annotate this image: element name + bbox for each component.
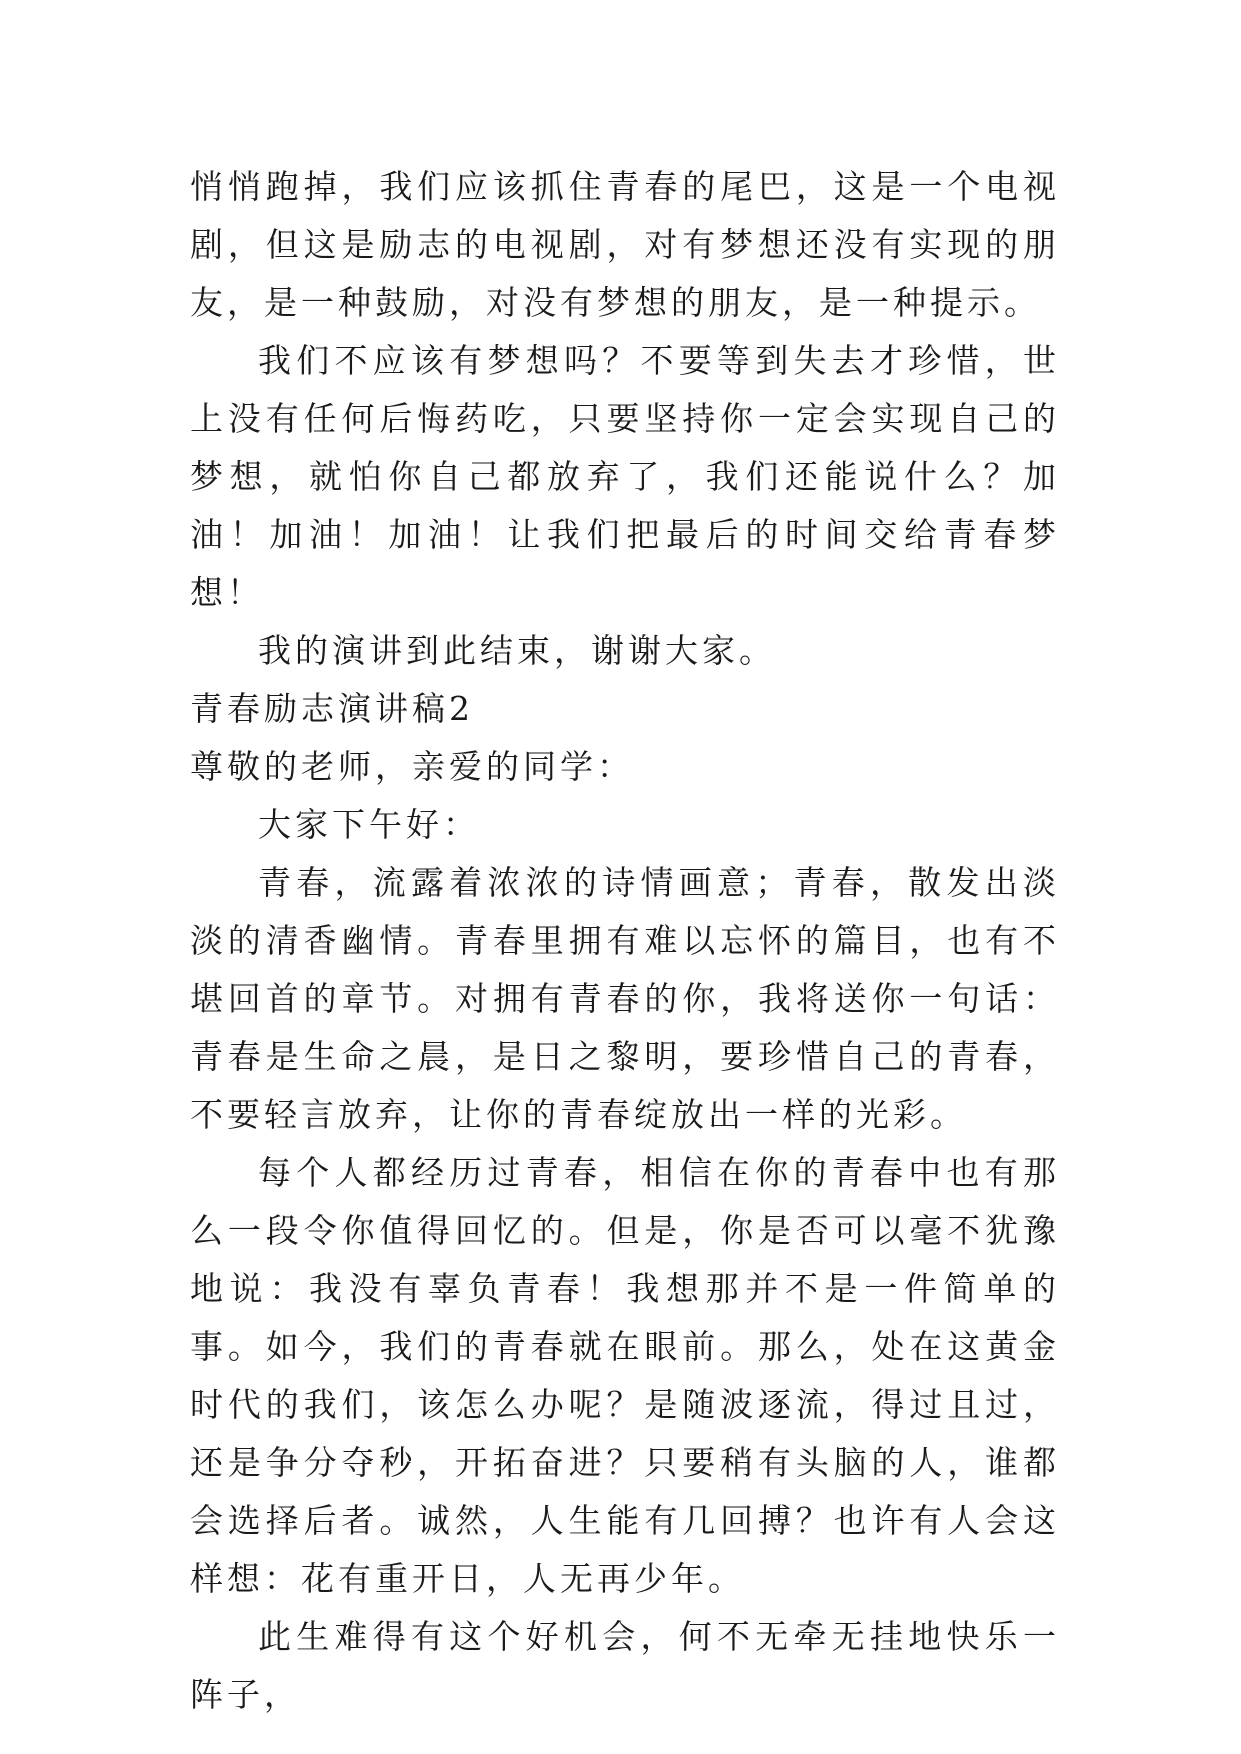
- paragraph-4: 每个人都经历过青春，相信在你的青春中也有那么一段令你值得回忆的。但是，你是否可以毫不犹豫地说：我没有辜负青春！我想那并不是一件简单的事。如今，我们的青春就在眼前。那么，处在这黄金时代的我们，该怎么办呢？是随波逐流，得过且过，还是争分夺秒，开拓奋进？只要稍有头脑的人，谁都会选择后者。诚然，人生能有几回搏？也许有人会这样想：花有重开日，人无再少年。: [190, 1153, 1060, 1598]
- paragraph-2: 我们不应该有梦想吗？不要等到失去才珍惜，世上没有任何后悔药吃，只要坚持你一定会实现自己的梦想，就怕你自己都放弃了，我们还能说什么？加油！加油！加油！让我们把最后的时间交给青春梦想！: [190, 341, 1060, 612]
- paragraph-closing: 我的演讲到此结束，谢谢大家。: [258, 631, 776, 670]
- salutation: 尊敬的老师，亲爱的同学：: [190, 747, 634, 786]
- document-body: [190, 158, 1060, 1724]
- section-heading: 青春励志演讲稿2: [190, 689, 474, 728]
- paragraph-3: 青春，流露着浓浓的诗情画意；青春，散发出淡淡的清香幽情。青春里拥有难以忘怀的篇目，也有不堪回首的章节。对拥有青春的你，我将送你一句话：青春是生命之晨，是日之黎明，要珍惜自己的青春，不要轻言放弃，让你的青春绽放出一样的光彩。: [190, 863, 1060, 1134]
- paragraph-5: 此生难得有这个好机会，何不无牵无挂地快乐一阵子，: [190, 1617, 1060, 1714]
- paragraph-1: 悄悄跑掉，我们应该抓住青春的尾巴，这是一个电视剧，但这是励志的电视剧，对有梦想还没有实现的朋友，是一种鼓励，对没有梦想的朋友，是一种提示。: [190, 167, 1060, 322]
- greeting: 大家下午好：: [258, 805, 480, 844]
